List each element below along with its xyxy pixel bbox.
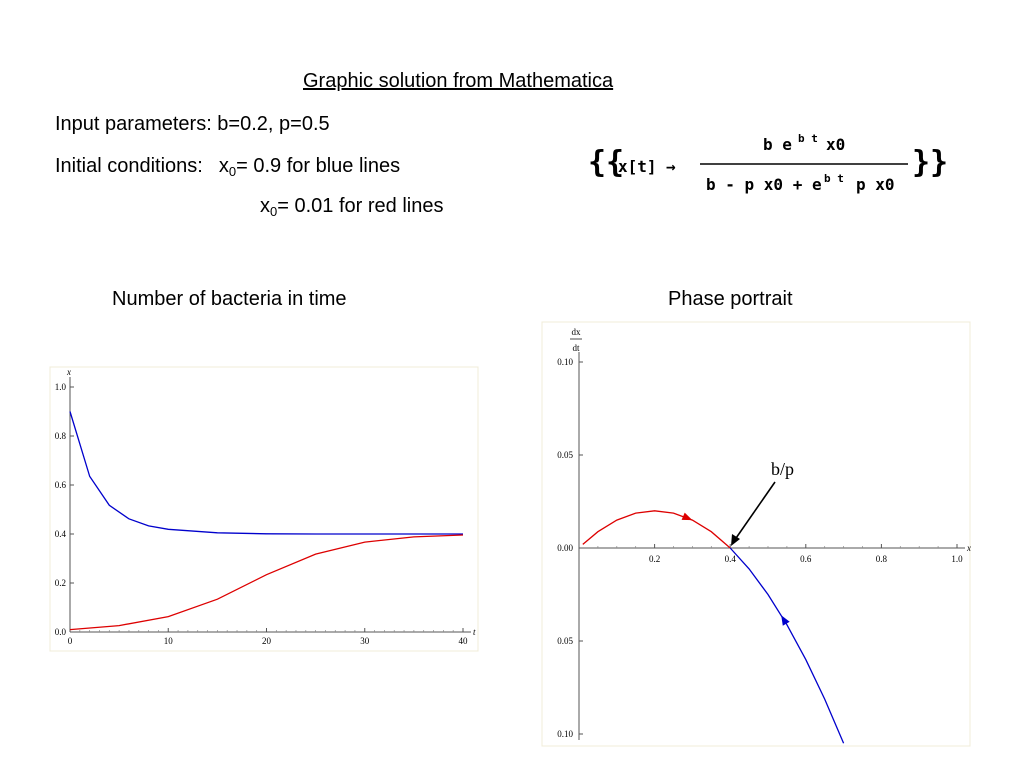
formula-arrow: → [666, 157, 676, 176]
ic-blue-var: x [218, 155, 229, 177]
y-tick-label: 0.10 [557, 357, 573, 367]
time-series-chart [40, 365, 480, 655]
formula-lhs: x[t] [618, 157, 657, 176]
x-tick-label: 0.2 [648, 554, 661, 564]
formula-numerator-a: b e [763, 135, 792, 154]
chart-caption-phase: Phase portrait [668, 288, 793, 310]
equilibrium-label: b/p [771, 459, 795, 479]
plot-background [542, 322, 970, 746]
x-tick-label: 20 [262, 636, 271, 646]
ic-blue-sub: 0 [228, 164, 237, 179]
formula-close-braces: }} [912, 145, 948, 180]
y-tick-label: 0.00 [557, 543, 573, 553]
chart-caption-time: Number of bacteria in time [112, 288, 347, 310]
y-tick-label: 0.10 [557, 729, 573, 739]
phase-portrait-chart [530, 320, 975, 750]
initial-condition-blue [55, 155, 400, 178]
y-axis-label-denominator: dt [572, 343, 580, 353]
x-tick-label: 0 [67, 636, 73, 646]
y-tick-label: 0.05 [557, 450, 573, 460]
x-tick-label: 0.4 [724, 554, 736, 564]
formula-numerator-b: x0 [826, 135, 846, 154]
ic-red-rest: = 0.01 for red lines [277, 195, 444, 217]
y-tick-label: 0.6 [54, 480, 66, 490]
y-tick-label: 0.0 [54, 627, 66, 637]
x-tick-label: 1.0 [951, 554, 963, 564]
formula-denominator-b: p x0 [856, 175, 895, 194]
y-axis-label: x [67, 367, 71, 377]
formula-denominator-exp: b t [824, 172, 844, 185]
y-tick-label: 0.4 [54, 529, 66, 539]
y-tick-label: 0.2 [54, 578, 66, 588]
ic-blue-rest: = 0.9 for blue lines [236, 155, 401, 177]
x-tick-label: 40 [458, 636, 468, 646]
x-axis-label: t [473, 627, 476, 637]
y-tick-label: 1.0 [54, 382, 66, 392]
input-parameters: Input parameters: b=0.2, p=0.5 [55, 113, 330, 135]
page-title: Graphic solution from Mathematica [303, 70, 614, 92]
initial-condition-red [260, 195, 443, 218]
formula-denominator-a: b - p x0 + e [706, 175, 822, 194]
x-tick-label: 0.8 [875, 554, 888, 564]
y-tick-label: 0.8 [54, 431, 66, 441]
x-tick-label: 10 [163, 636, 173, 646]
ic-red-sub: 0 [270, 204, 278, 219]
ic-label: Initial conditions: [55, 155, 203, 177]
x-tick-label: 30 [360, 636, 370, 646]
formula-numerator-exp: b t [798, 132, 818, 145]
solution-formula [588, 128, 948, 198]
formula-open-braces: {{ [588, 145, 625, 180]
x-tick-label: 0.6 [800, 554, 812, 564]
x-axis-label: x [967, 543, 971, 553]
y-tick-label: 0.05 [557, 636, 573, 646]
y-axis-label-numerator: dx [571, 327, 581, 337]
ic-red-var: x [260, 195, 270, 217]
